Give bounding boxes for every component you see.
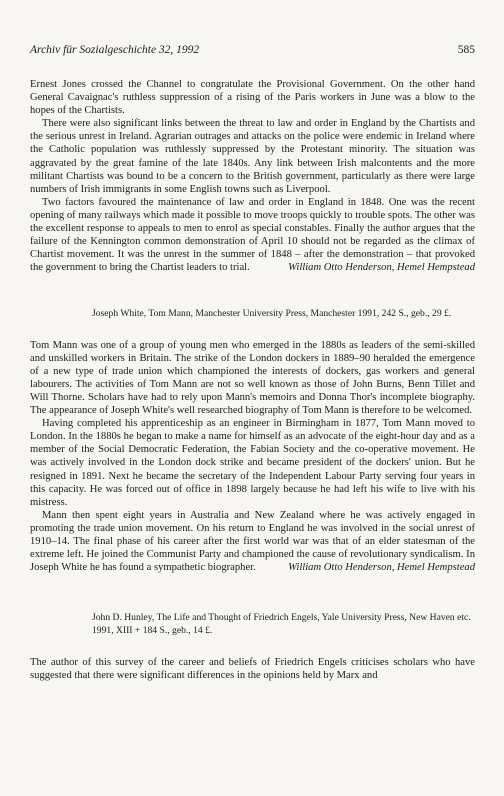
paragraph: Tom Mann was one of a group of young men who emerged in the 1880s as leaders of the semi-skilled and unskilled workers in Britain. The strike of the London dockers in 1889–90 heralded the emergence of a new type of trade union which championed the interests of dockers, gas workers and general labourers. The activities of Tom Mann are not so well known as those of John Burns, Benn Tillet and Will Thorne. Scholars have had to rely upon Mann's memoirs and Donna Thor's incomplete biography. The appearance of Joseph White's well researched biography of Tom Mann is therefore to be welcomed. bbox=[30, 339, 475, 417]
bibliographic-entry: Joseph White, Tom Mann, Manchester University Press, Manchester 1991, 242 S., geb., 29 £. bbox=[92, 308, 452, 320]
paragraph: There were also significant links between the threat to law and order in England by the Chartists and the serious unrest in Ireland. Agrarian outrages and attacks on the police were endemic in Ireland where the Catholic population was ruthlessly suppressed by the Protestant minority. The situation was aggravated by the great famine of the late 1840s. Any link between Irish malcontents and the more militant Chartists was bound to be a concern to the British government, particularly as there were large numbers of Irish immigrants in some English towns such as Liverpool. bbox=[30, 118, 475, 195]
paragraph: Having completed his apprenticeship as an engineer in Birmingham in 1877, Tom Mann moved to London. In the 1880s he began to make a name for himself as an advocate of the eight-hour day and as a member of the Social Democratic Federation, the Fabian Society and the co-operative movement. He was actively involved in the London dock strike and became president of the dockers' union. But he resigned in 1891. Next he became the secretary of the Independent Labour Party serving four years in this capacity. He was forced out of office in 1898 largely because he had left his wife to live with his mistress. bbox=[30, 418, 475, 508]
paragraph bbox=[30, 196, 475, 275]
paragraph bbox=[30, 509, 475, 574]
running-header bbox=[30, 44, 475, 57]
bibliographic-entry: John D. Hunley, The Life and Thought of Friedrich Engels, Yale University Press, New Haven etc. 1991, XIII + 184 S., geb., 14 £. bbox=[92, 612, 471, 636]
paragraph: The author of this survey of the career and beliefs of Friedrich Engels criticises scholars who have suggested that there were significant differences in the opinions held by Marx and bbox=[30, 656, 475, 681]
paragraph-text: Two factors favoured the maintenance of law and order in England in 1848. One was the recent opening of many railways which made it possible to move troops quickly to trouble spots. The other was the excellent response to appeals to men to enrol as special constables. Finally the author argues that the failure of the Kennington common demonstration of April 10 should not be regarded as the climax of Chartist movement. It was the unrest in the summer of 1848 – after the demonstration – that provoked the government to bring the Chartist leaders to trial. bbox=[30, 196, 475, 274]
reviewer-signature: William Otto Henderson, Hemel Hempstead bbox=[288, 562, 475, 574]
page-number: 585 bbox=[457, 44, 475, 56]
reviewer-signature: William Otto Henderson, Hemel Hempstead bbox=[288, 262, 475, 274]
journal-title: Archiv für Sozialgeschichte 32, 1992 bbox=[30, 44, 200, 56]
paragraph-text: Mann then spent eight years in Australia and New Zealand where he was actively engaged in promoting the trade union movement. On his return to England he was involved in the social unrest of 1910–14. The final phase of his career after the first world war was that of an elder statesman of the extreme left. He joined the Communist Party and championed the cause of revolutionary syndicalism. In Joseph White he has found a sympathetic biographer. bbox=[30, 509, 475, 574]
paragraph: Ernest Jones crossed the Channel to congratulate the Provisional Government. On the other hand General Cavaignac's ruthless suppression of a rising of the Paris workers in June was a blow to the hopes of the Chartists. bbox=[30, 79, 475, 117]
main-text bbox=[30, 78, 475, 682]
